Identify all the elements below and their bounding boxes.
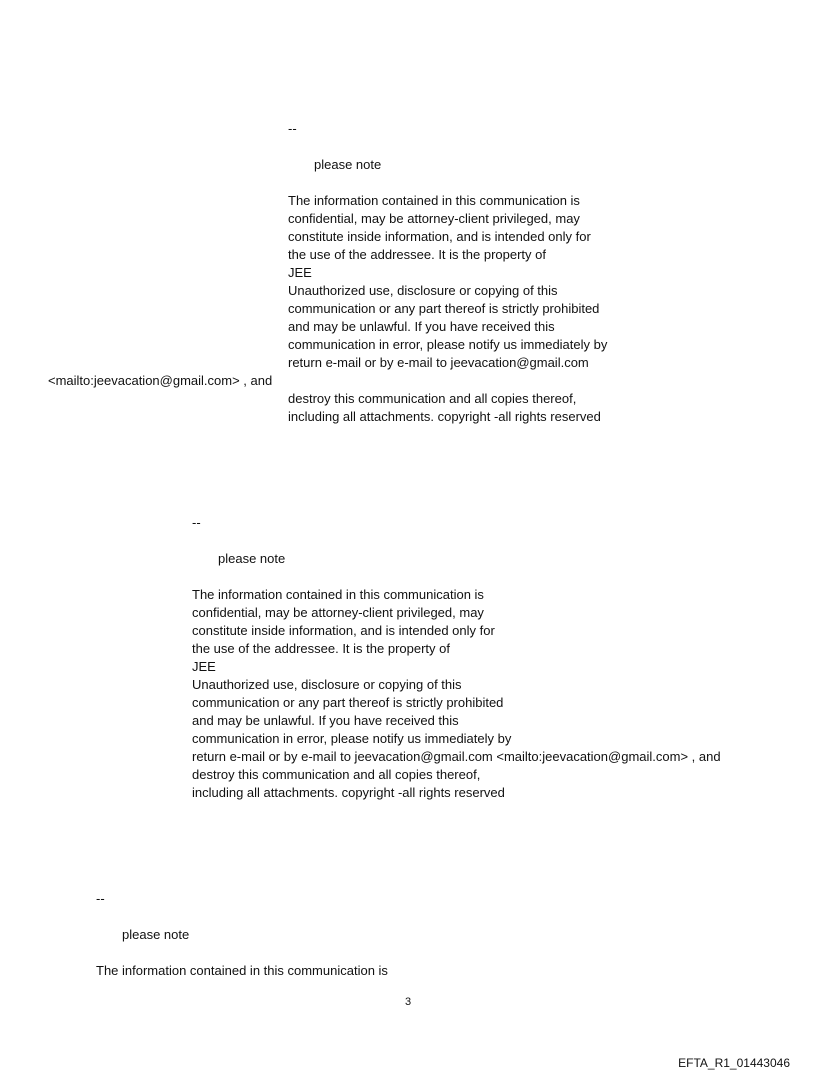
separator: -- <box>288 121 297 136</box>
notice-line: Unauthorized use, disclosure or copying of this <box>288 283 558 298</box>
notice-line: confidential, may be attorney-client privileged, may <box>192 605 484 620</box>
notice-line: return e-mail or by e-mail to jeevacation@gmail.com <box>288 355 589 370</box>
notice-heading: please note <box>122 927 190 942</box>
notice-heading: please note <box>314 157 382 172</box>
notice-line: communication in error, please notify us immediately by <box>192 731 512 746</box>
mailto-overflow-line: <mailto:jeevacation@gmail.com> , and <box>48 373 273 388</box>
notice-heading: please note <box>218 551 286 566</box>
bates-number: EFTA_R1_01443046 <box>678 1056 790 1070</box>
notice-line: and may be unlawful. If you have received this <box>192 713 459 728</box>
notice-line: return e-mail or by e-mail to jeevacation@gmail.com <mailto:jeevacation@gmail.com> , and <box>192 749 721 764</box>
notice-body <box>288 192 607 372</box>
notice-line: including all attachments. copyright -all rights reserved <box>192 785 505 800</box>
notice-body <box>192 586 721 802</box>
notice-line: including all attachments. copyright -all rights reserved <box>288 409 601 424</box>
notice-line: constitute inside information, and is intended only for <box>288 229 591 244</box>
notice-line: communication or any part thereof is strictly prohibited <box>288 301 600 316</box>
notice-line: Unauthorized use, disclosure or copying of this <box>192 677 462 692</box>
notice-line: JEE <box>288 265 312 280</box>
notice-line: the use of the addressee. It is the property of <box>288 247 546 262</box>
notice-line: communication or any part thereof is strictly prohibited <box>192 695 504 710</box>
notice-body <box>96 962 388 980</box>
notice-line: the use of the addressee. It is the property of <box>192 641 450 656</box>
separator: -- <box>96 891 105 906</box>
notice-line: destroy this communication and all copies thereof, <box>288 391 577 406</box>
notice-line: confidential, may be attorney-client privileged, may <box>288 211 580 226</box>
page-number: 3 <box>404 996 412 1008</box>
separator: -- <box>192 515 201 530</box>
notice-line: The information contained in this communication is <box>288 193 580 208</box>
notice-line: The information contained in this communication is <box>192 587 484 602</box>
notice-line: constitute inside information, and is intended only for <box>192 623 495 638</box>
notice-line: communication in error, please notify us immediately by <box>288 337 608 352</box>
notice-body-tail <box>288 390 601 426</box>
notice-line: The information contained in this communication is <box>96 963 388 978</box>
notice-line: and may be unlawful. If you have received this <box>288 319 555 334</box>
notice-line: destroy this communication and all copies thereof, <box>192 767 481 782</box>
notice-line: JEE <box>192 659 216 674</box>
